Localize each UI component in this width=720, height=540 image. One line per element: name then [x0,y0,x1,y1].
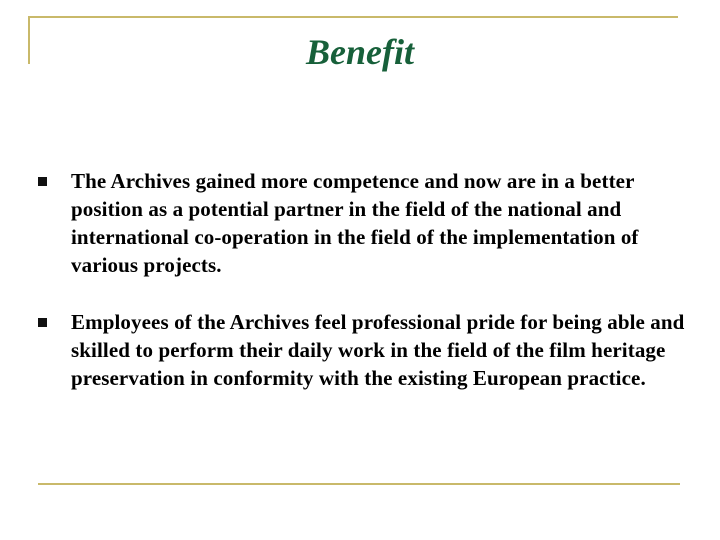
frame-top-line [28,16,678,18]
bullet-text: Employees of the Archives feel professional pride for being able and skilled to perform their daily work in the field of the film heritage preservation in conformity with the existing European practice. [71,310,685,390]
square-bullet-icon [38,177,47,186]
slide-title: Benefit [306,32,414,72]
bullet-text: The Archives gained more competence and now are in a better position as a potential partner in the field of the national and international co-operation in the field of the implementation of various projects. [71,169,639,277]
square-bullet-icon [38,318,47,327]
bullet-item [38,308,688,392]
frame-bottom-line [38,483,680,485]
bullet-item [38,167,688,279]
bullet-list [38,167,688,421]
